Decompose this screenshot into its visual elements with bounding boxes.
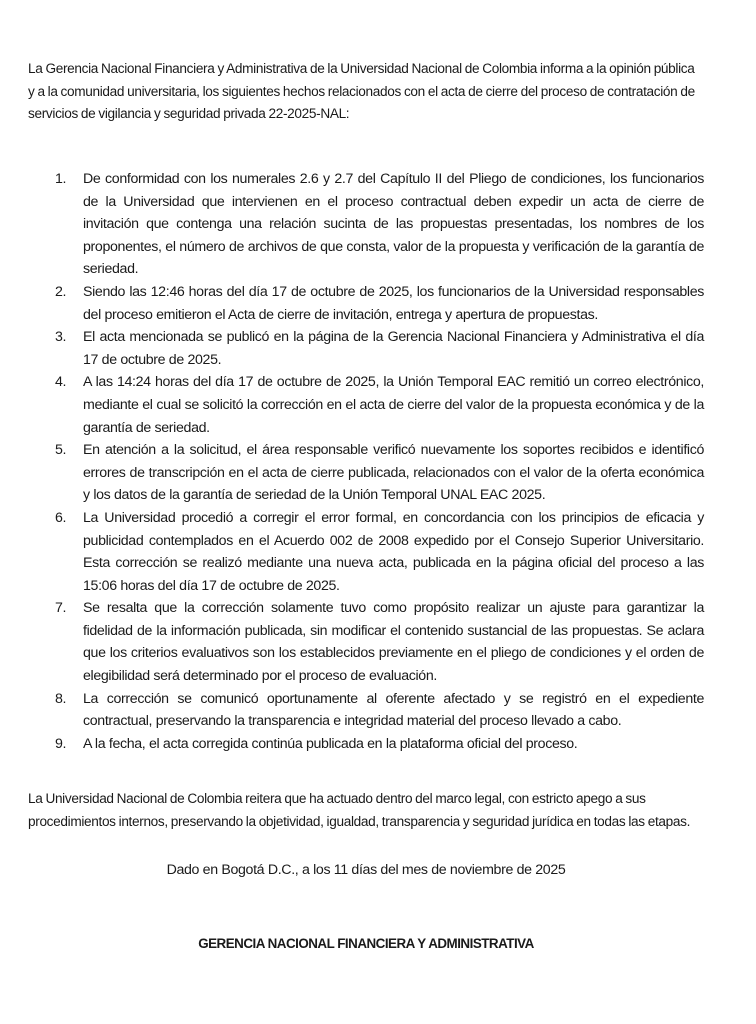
fact-number: 7. <box>55 600 67 617</box>
fact-number: 9. <box>55 735 67 752</box>
date-signoff: Dado en Bogotá D.C., a los 11 días del mes de noviembre de 2025 <box>166 862 566 878</box>
signature-office: GERENCIA NACIONAL FINANCIERA Y ADMINISTRATIVA <box>198 936 534 951</box>
fact-item-4 <box>28 371 704 439</box>
fact-item-1 <box>28 168 704 281</box>
fact-number: 6. <box>55 509 67 526</box>
intro-paragraph: La Gerencia Nacional Financiera y Administrativa de la Universidad Nacional de Colombia informa a la opinión pública y a la comunidad universitaria, los siguientes hechos relacionados con el acta de cierre del proceso de contratación de servicios de vigilancia y seguridad privada 22-2025-NAL: <box>28 61 695 122</box>
fact-number: 1. <box>55 171 67 187</box>
facts-list <box>28 168 704 755</box>
document-page <box>28 58 704 951</box>
fact-number: 3. <box>55 329 67 346</box>
fact-item-3 <box>28 326 704 371</box>
fact-text: La corrección se comunicó oportunamente al oferente afectado y se registró en el expediente contractual, preservando la transparencia e integridad material del proceso llevado a cabo. <box>83 690 704 730</box>
fact-number: 5. <box>55 442 67 459</box>
fact-text: Se resalta que la corrección solamente tuvo como propósito realizar un ajuste para garantizar la fidelidad de la información publicada, sin modificar el contenido sustancial de las propuestas. Se aclara que los criterios evaluativos son los establecidos previamente en el pliego de condiciones y el orden de elegibilidad será determinado por el proceso de evaluación. <box>83 600 704 685</box>
fact-item-6 <box>28 507 704 597</box>
fact-text: La Universidad procedió a corregir el error formal, en concordancia con los principios de eficacia y publicidad contemplados en el Acuerdo 002 de 2008 expedido por el Consejo Superior Universitario. Esta corrección se realizó mediante una nueva acta, publicada en la página oficial del proceso a las 15:06 horas del día 17 de octubre de 2025. <box>83 509 704 594</box>
fact-text: Siendo las 12:46 horas del día 17 de octubre de 2025, los funcionarios de la Universidad responsables del proceso emitieron el Acta de cierre de invitación, entrega y apertura de propuestas. <box>83 283 704 323</box>
fact-number: 4. <box>55 374 67 391</box>
fact-number: 8. <box>55 690 67 707</box>
closing-paragraph: La Universidad Nacional de Colombia reitera que ha actuado dentro del marco legal, con estricto apego a sus procedimientos internos, preservando la objetividad, igualdad, transparencia y seguridad jurídica en todas las etapas. <box>28 791 691 830</box>
fact-text: A la fecha, el acta corregida continúa publicada en la plataforma oficial del proceso. <box>83 735 578 752</box>
fact-item-2 <box>28 281 704 326</box>
fact-item-5 <box>28 439 704 507</box>
fact-item-9 <box>28 733 704 756</box>
fact-text: De conformidad con los numerales 2.6 y 2.7 del Capítulo II del Pliego de condiciones, los funcionarios de la Universidad que intervienen en el proceso contractual deben expedir un acta de cierre de invitación que contenga una relación sucinta de las propuestas presentadas, los nombres de los proponentes, el número de archivos de que consta, valor de la propuesta y verificación de la garantía de seriedad. <box>83 171 704 278</box>
fact-item-8 <box>28 688 704 733</box>
fact-text: El acta mencionada se publicó en la página de la Gerencia Nacional Financiera y Administrativa el día 17 de octubre de 2025. <box>83 329 704 368</box>
fact-number: 2. <box>55 283 67 300</box>
fact-text: A las 14:24 horas del día 17 de octubre de 2025, la Unión Temporal EAC remitió un correo electrónico, mediante el cual se solicitó la corrección en el acta de cierre del valor de la propuesta económica y de la garantía de seriedad. <box>83 374 704 436</box>
fact-item-7 <box>28 597 704 687</box>
fact-text: En atención a la solicitud, el área responsable verificó nuevamente los soportes recibidos e identificó errores de transcripción en el acta de cierre publicada, relacionados con el valor de la oferta económica y los datos de la garantía de seriedad de la Unión Temporal UNAL EAC 2025. <box>83 442 704 504</box>
